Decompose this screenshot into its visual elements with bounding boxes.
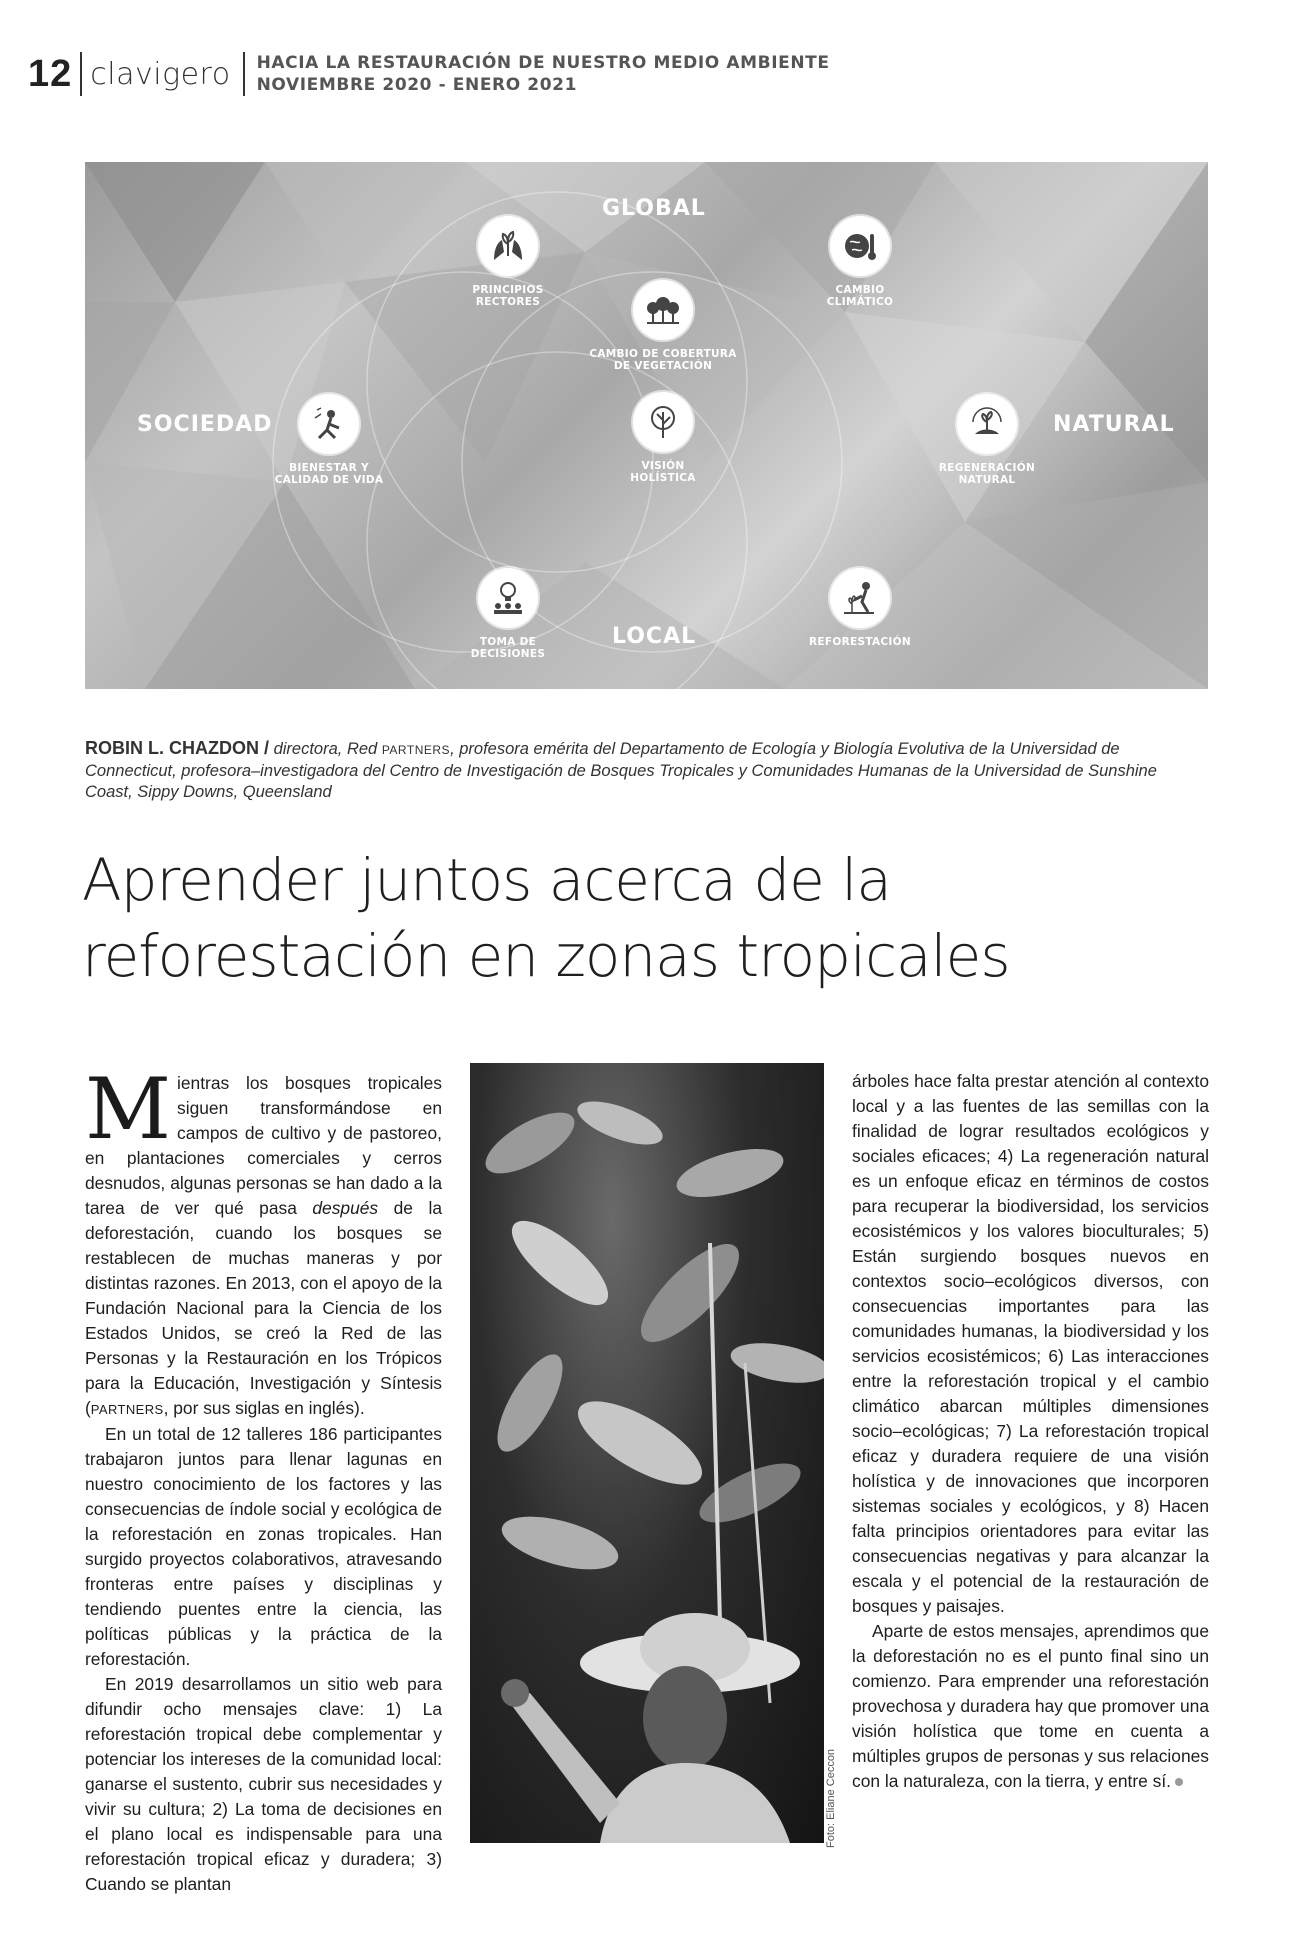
p1-text-b: de la deforestación, cuando los bosques se restablecen de muchas maneras y por distintas razones. En 2013, con el apoyo de la Fundación Nacional para la Ciencia de los Estados Unidos, se creó la Red de las Personas y la Restauración en los Trópicos para la Educación, Investigación y Síntesis ( xyxy=(85,1198,443,1418)
p5-text: Aparte de estos mensajes, aprendimos que la deforestación no es el punto final sino un comienzo. Para emprender una reforestación provechosa y duradera hay que promover una visión holística que tome en cuenta a múltiples grupos de personas y sus relaciones con la naturaleza, con la tierra, y entre sí. xyxy=(852,1621,1209,1791)
column-right xyxy=(852,1069,1209,1794)
paragraph-5 xyxy=(852,1619,1209,1794)
natural-label: NATURAL xyxy=(1053,412,1175,437)
magazine-name: clavigero xyxy=(90,56,231,92)
infographic xyxy=(85,162,1208,689)
node-climate xyxy=(780,216,940,308)
decisions-line2: DECISIONES xyxy=(470,648,546,660)
photo-credit-text: Foto: Eliane Ceccon xyxy=(825,1748,837,1848)
title-line-2: reforestación en zonas tropicales xyxy=(82,922,1010,990)
author-byline xyxy=(85,738,1200,803)
node-wellbeing xyxy=(249,394,409,486)
node-reforestation xyxy=(780,568,940,648)
header-divider-2 xyxy=(243,52,245,96)
regeneration-line1: REGENERACIÓN xyxy=(938,462,1036,474)
local-label: LOCAL xyxy=(612,624,697,649)
p1-partners: PARTNERS xyxy=(90,1402,164,1417)
node-vegetation-cover xyxy=(578,280,748,372)
wellbeing-line2: CALIDAD DE VIDA xyxy=(274,474,384,486)
title-line-1: Aprender juntos acerca de la xyxy=(82,846,891,914)
trees-icon xyxy=(633,280,693,340)
sprout-cycle-icon xyxy=(957,394,1017,454)
lightbulb-people-icon xyxy=(478,568,538,628)
planting-person-icon xyxy=(830,568,890,628)
author-name: ROBIN L. CHAZDON / xyxy=(85,738,269,758)
node-holistic-vision xyxy=(583,392,743,484)
regeneration-line2: NATURAL xyxy=(958,474,1016,486)
wellbeing-line1: BIENESTAR Y xyxy=(289,462,369,474)
paragraph-3: En 2019 desarrollamos un sitio web para difundir ocho mensajes clave: 1) La reforestación tropical debe complementar y potenciar los intereses de la comunidad local: ganarse el sustento, cubrir sus necesidades y vivir su cultura; 2) La toma de decisiones en el plano local es indispensable para una reforestación tropical eficaz y duradera; 3) Cuando se plantan xyxy=(85,1674,442,1894)
p1-emphasis: después xyxy=(312,1198,379,1218)
issue-date: NOVIEMBRE 2020 - ENERO 2021 xyxy=(256,75,578,95)
header-divider xyxy=(80,52,82,96)
photo-illustration xyxy=(470,1063,824,1843)
node-natural-regeneration xyxy=(907,394,1067,486)
vision-line1: VISIÓN xyxy=(641,460,685,472)
hands-plant-icon xyxy=(478,216,538,276)
end-mark-icon xyxy=(1175,1778,1183,1786)
p1-text-c: , por sus siglas en inglés). xyxy=(163,1398,365,1418)
global-label: GLOBAL xyxy=(602,196,706,221)
author-role-1: directora, Red xyxy=(269,740,382,758)
cover-line2: DE VEGETACIÓN xyxy=(613,360,713,372)
person-icon xyxy=(299,394,359,454)
globe-thermometer-icon xyxy=(830,216,890,276)
page-header xyxy=(28,48,830,100)
column-left xyxy=(85,1060,443,1897)
principles-line2: RECTORES xyxy=(475,296,541,308)
paragraph-2: En un total de 12 talleres 186 participantes trabajaron juntos para llenar lagunas en nuestro conocimiento de los factores y las consecuencias de índole social y ecológica de la reforestación en zonas tropicales. Han surgido proyectos colaborativos, atravesando fronteras entre países y disciplinas y tendiendo puentes entre la ciencia, las políticas públicas y la práctica de la reforestación. xyxy=(85,1424,442,1669)
tree-icon xyxy=(633,392,693,452)
section-title: HACIA LA RESTAURACIÓN DE NUESTRO MEDIO AMBIENTE xyxy=(256,53,830,73)
article-title xyxy=(82,842,1222,994)
author-role-2: , profesora emérita del Departamento de Ecología y Biología Evolutiva de la Universidad de Connecticut, profesora–investigadora del Centro de Investigación de Bosques Tropicales y Comunidades Humanas de la Universidad de Sunshine Coast, Sippy Downs, Queensland xyxy=(85,740,1157,801)
climate-line2: CLIMÁTICO xyxy=(826,296,894,308)
reforestation-line1: REFORESTACIÓN xyxy=(809,636,911,648)
climate-line1: CAMBIO xyxy=(835,284,885,296)
paragraph-1 xyxy=(85,1060,443,1422)
society-label: SOCIEDAD xyxy=(137,412,273,437)
partners-smallcaps: PARTNERS xyxy=(381,743,451,757)
principles-line1: PRINCIPIOS xyxy=(472,284,544,296)
header-text xyxy=(257,52,830,96)
p1-text-a: ientras los bosques tropicales siguen transformándose en campos de cultivo y de pastoreo, en plantaciones comerciales y cerros desnudos, algunas personas se han dado a la tarea de ver qué pasa xyxy=(85,1073,442,1218)
photo-credit xyxy=(823,1748,841,1850)
article-photo xyxy=(470,1063,824,1843)
cover-line1: CAMBIO DE COBERTURA xyxy=(589,348,737,360)
vision-line2: HOLÍSTICA xyxy=(630,472,696,484)
node-principles xyxy=(428,216,588,308)
decisions-line1: TOMA DE xyxy=(479,636,537,648)
paragraph-4: árboles hace falta prestar atención al contexto local y a las fuentes de las semillas con la finalidad de lograr resultados ecológicos y sociales eficaces; 4) La regeneración natural es un enfoque eficaz en términos de costos para recuperar la biodiversidad, los servicios ecosistémicos y los valores bioculturales; 5) Están surgiendo bosques nuevos en contextos socio–ecológicos diversos, con consecuencias importantes para las comunidades humanas, la biodiversidad y los servicios ecosistémicos; 6) Las interacciones entre la reforestación tropical y el cambio climático abarcan múltiples dimensiones socio–ecológicas; 7) La reforestación tropical eficaz y duradera requiere de una visión holística y de innovaciones que incorporen sistemas sociales y ecológicos, y 8) Hacen falta principios orientadores para evitar las consecuencias negativas y para alcanzar la escala y el potencial de la restauración de bosques y paisajes. xyxy=(852,1071,1209,1616)
node-decision-making xyxy=(428,568,588,660)
page-number: 12 xyxy=(28,52,73,95)
drop-cap: M xyxy=(85,1060,172,1158)
